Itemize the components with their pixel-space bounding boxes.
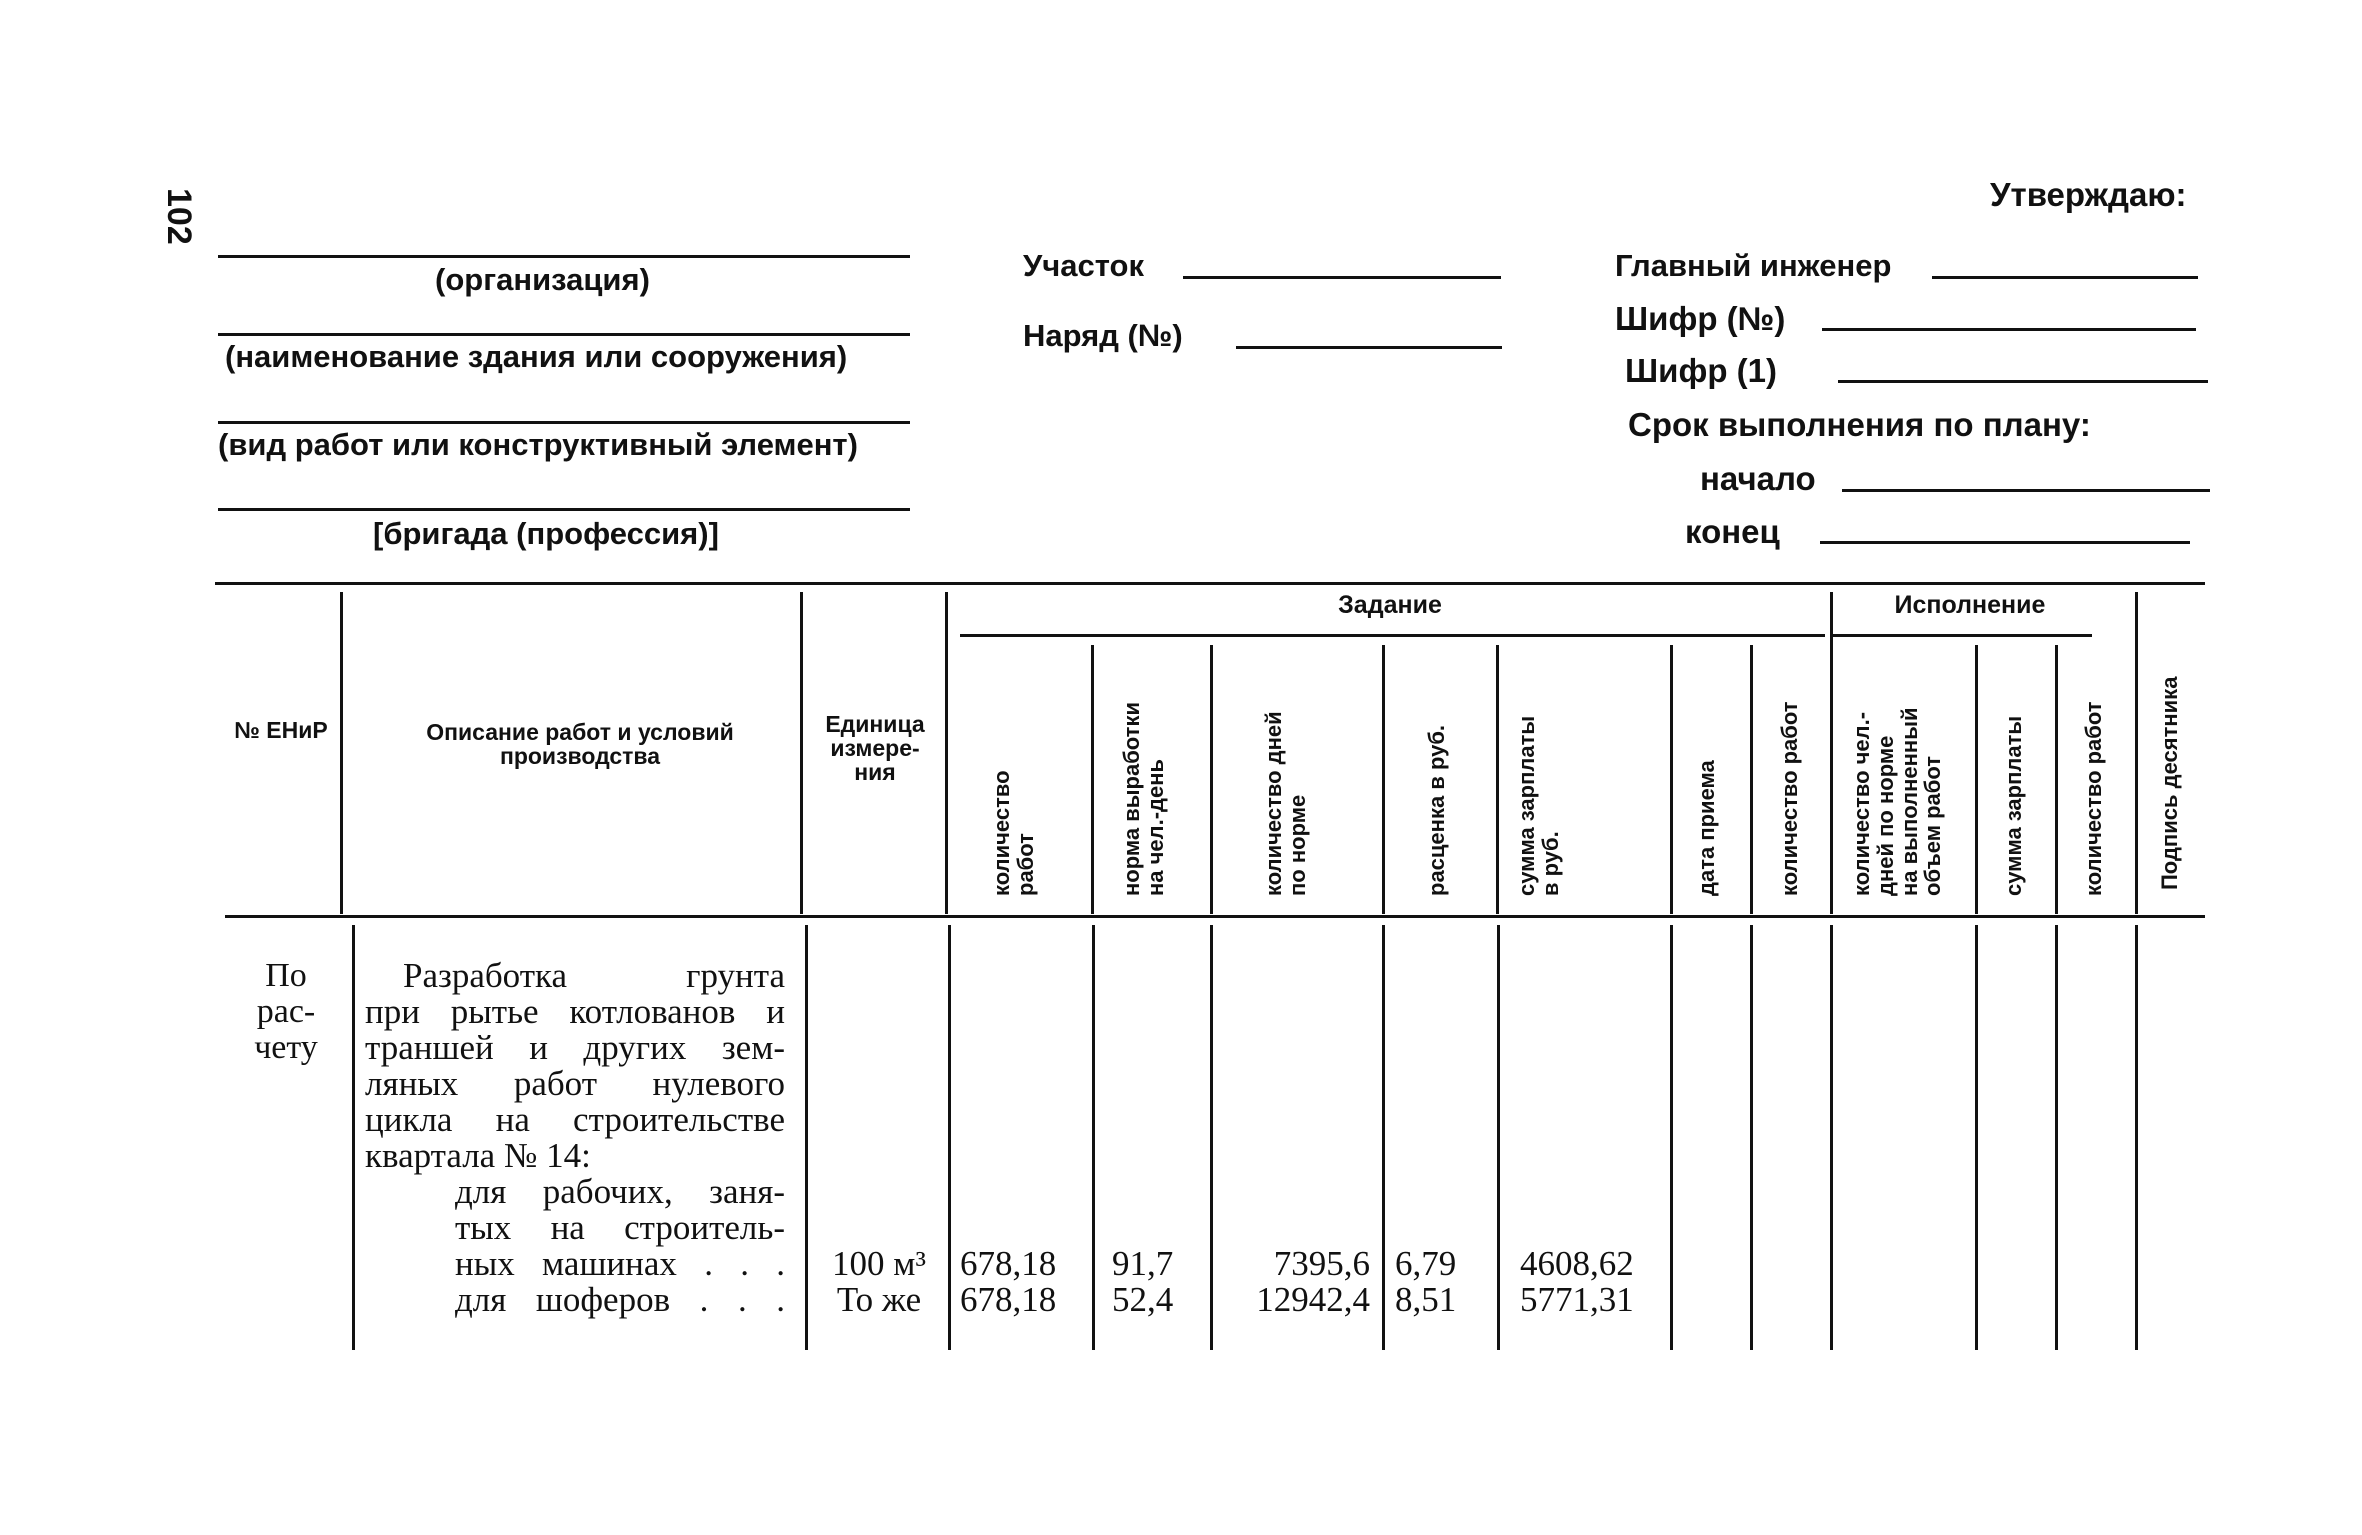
header-task-sum: сумма зарплаты в руб. (1514, 715, 1563, 896)
header-task-date: дата приема (1694, 760, 1719, 896)
exec-group-rule (1832, 634, 2092, 637)
end-line (1820, 541, 2190, 544)
col-divider (2055, 925, 2058, 1350)
header-execution-group: Исполнение (1894, 591, 2046, 619)
col-divider (1497, 925, 1500, 1350)
code-1-line (1838, 380, 2208, 383)
item-label-line: тых на строитель- (455, 1208, 785, 1247)
col-divider (805, 925, 808, 1350)
code-no-label: Шифр (№) (1615, 300, 1786, 337)
header-enir: № ЕНиР (234, 717, 328, 743)
row-enir: По рас-чету (254, 957, 318, 1066)
field-line (218, 333, 910, 336)
desc-line: ляных работ нулевого (365, 1064, 785, 1103)
col-divider (340, 592, 343, 914)
desc-line: при рытье котлованов и (365, 992, 785, 1031)
header-task-days: количество дней по норме (1261, 711, 1310, 896)
item-rate: 6,79 (1395, 1244, 1457, 1283)
col-divider (800, 592, 803, 914)
item-days: 7395,6 (1273, 1244, 1370, 1283)
item-days: 12942,4 (1256, 1280, 1370, 1319)
approval-title: Утверждаю: (1990, 176, 2187, 213)
desc-line: квартала № 14: (365, 1136, 591, 1175)
item-qty: 678,18 (960, 1244, 1057, 1283)
col-divider (1091, 645, 1094, 914)
col-divider (1210, 925, 1213, 1350)
chief-engineer-label: Главный инженер (1615, 248, 1892, 283)
section-line (1183, 276, 1501, 279)
header-bottom-rule (225, 915, 2205, 918)
building-label: (наименование здания или сооружения) (225, 339, 848, 374)
work-type-label: (вид работ или конструктивный элемент) (218, 427, 858, 462)
col-divider (1496, 645, 1499, 914)
header-task-norm: норма выработки на чел.-день (1119, 702, 1168, 896)
item-unit: 100 м³ (832, 1244, 926, 1283)
col-divider (1210, 645, 1213, 914)
item-label-line: для шоферов . . . (455, 1280, 785, 1319)
item-qty: 678,18 (960, 1280, 1057, 1319)
col-divider (1975, 925, 1978, 1350)
desc-line: траншей и других зем- (365, 1028, 785, 1067)
deadline-label: Срок выполнения по плану: (1628, 406, 2091, 443)
field-line (218, 421, 910, 424)
col-divider (2135, 592, 2138, 914)
col-divider (1382, 925, 1385, 1350)
col-divider (1750, 645, 1753, 914)
desc-line: цикла на строительстве (365, 1100, 785, 1139)
brigade-label: [бригада (профессия)] (373, 516, 719, 551)
header-task-qty: количество работ (989, 770, 1038, 896)
chief-engineer-line (1932, 276, 2198, 279)
col-divider (2055, 645, 2058, 914)
col-divider (1830, 925, 1833, 1350)
header-exec-qty: количество работ (2081, 701, 2106, 896)
item-norm: 52,4 (1112, 1280, 1174, 1319)
header-exec-days: количество чел.- дней по норме на выполненный объем работ (1849, 707, 1946, 896)
item-label-line: ных машинах . . . (455, 1244, 785, 1283)
item-unit: То же (836, 1280, 922, 1319)
code-no-line (1822, 328, 2196, 331)
header-description: Описание работ и условий производства (426, 719, 734, 770)
field-line (218, 255, 910, 258)
col-divider (945, 592, 948, 914)
header-unit: Единица измере-ния (825, 711, 925, 786)
item-sum: 5771,31 (1520, 1280, 1634, 1319)
col-divider (1975, 645, 1978, 914)
order-label: Наряд (№) (1023, 318, 1183, 353)
header-task-work-qty: количество работ (1777, 701, 1802, 896)
col-divider (2135, 925, 2138, 1350)
col-divider (352, 925, 355, 1350)
header-exec-sum: сумма зарплаты (2001, 715, 2026, 896)
col-divider (1382, 645, 1385, 914)
item-norm: 91,7 (1112, 1244, 1174, 1283)
header-task-rate: расценка в руб. (1424, 724, 1449, 896)
desc-line: Разработка грунта (403, 956, 785, 995)
col-divider (1670, 645, 1673, 914)
col-divider (1092, 925, 1095, 1350)
task-group-rule (960, 634, 1825, 637)
code-1-label: Шифр (1) (1625, 352, 1777, 389)
header-signature: Подпись десятника (2157, 676, 2182, 890)
start-line (1842, 489, 2210, 492)
page-number: 102 (160, 188, 198, 245)
col-divider (1670, 925, 1673, 1350)
end-label: конец (1685, 513, 1780, 550)
field-line (218, 508, 910, 511)
item-rate: 8,51 (1395, 1280, 1457, 1319)
start-label: начало (1700, 460, 1816, 497)
order-line (1236, 346, 1502, 349)
item-sum: 4608,62 (1520, 1244, 1634, 1283)
col-divider (1750, 925, 1753, 1350)
table-top-rule (215, 582, 2205, 585)
item-label-line: для рабочих, заня- (455, 1172, 785, 1211)
col-divider (1830, 592, 1833, 914)
organization-label: (организация) (435, 262, 650, 297)
col-divider (948, 925, 951, 1350)
section-label: Участок (1023, 248, 1144, 283)
header-task-group: Задание (1338, 591, 1442, 619)
